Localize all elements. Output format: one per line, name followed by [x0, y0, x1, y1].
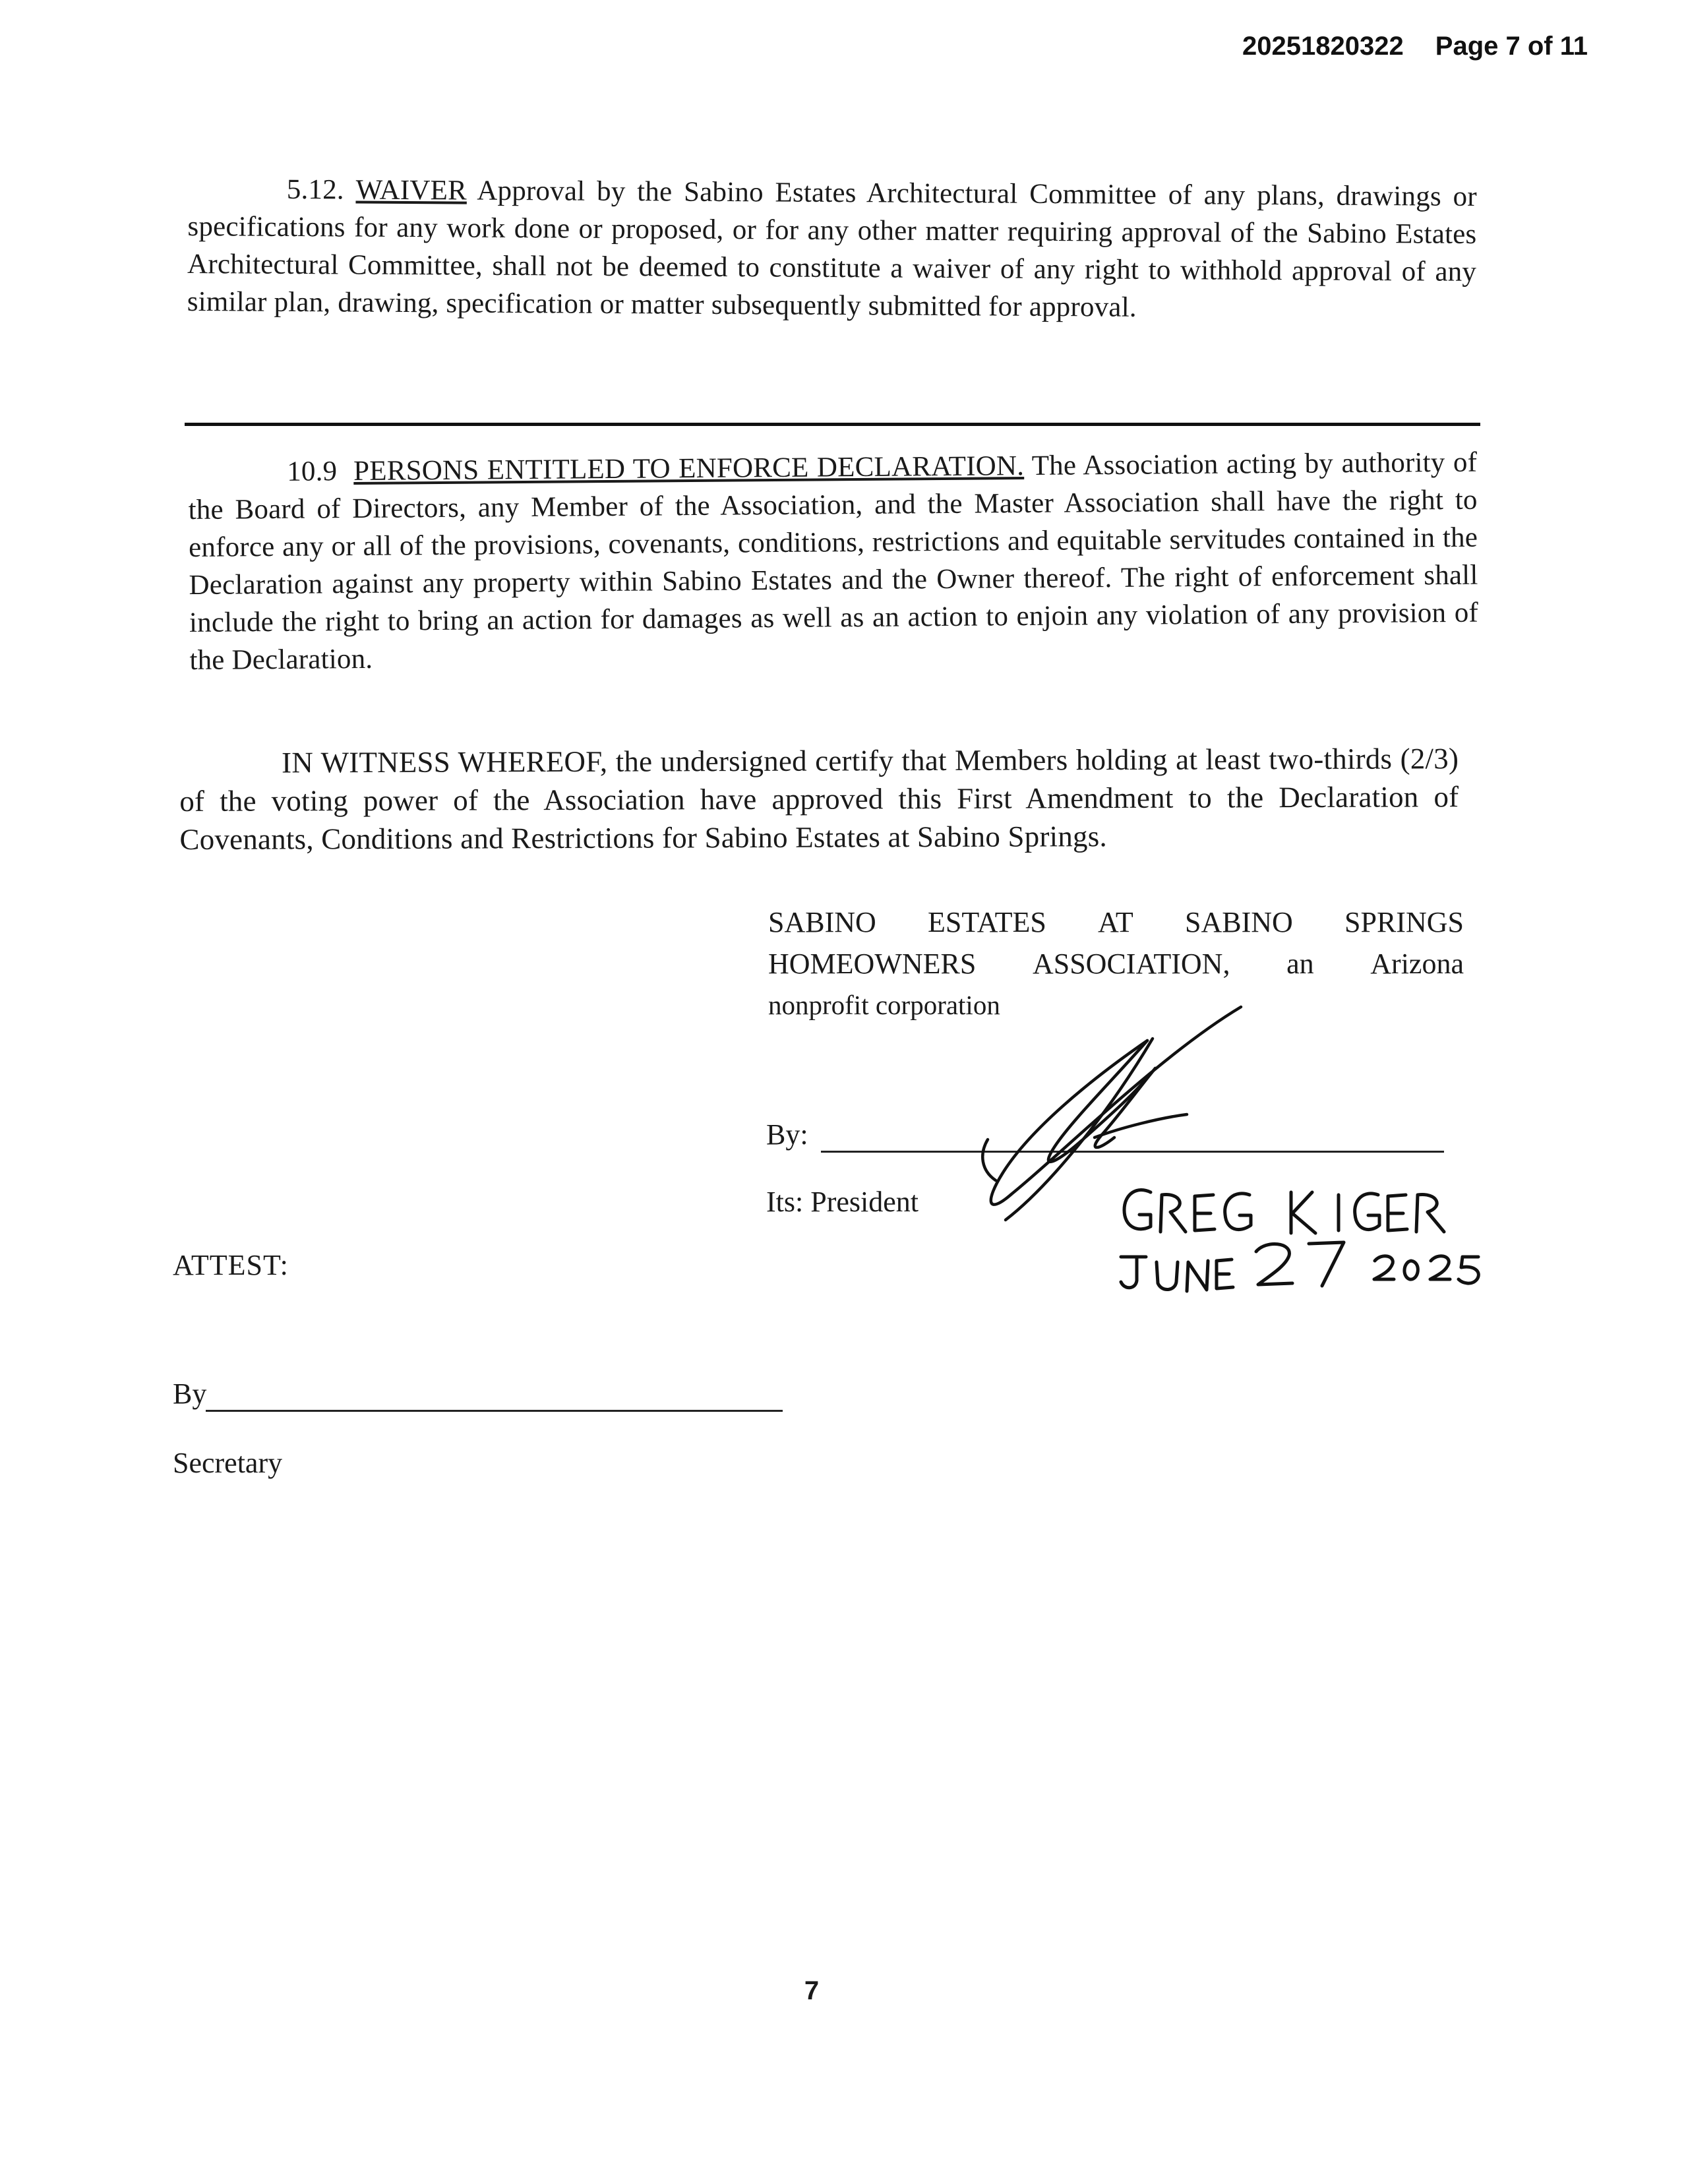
association-line-3: nonprofit corporation — [768, 990, 1000, 1020]
signer-signature-line — [821, 1151, 1444, 1153]
handwritten-date — [1121, 1242, 1478, 1291]
word: SPRINGS — [1344, 906, 1464, 938]
page-indicator: Page 7 of 11 — [1435, 32, 1588, 61]
section-body: The Association acting by authority of the Board of Directors, any Member of the Association, and the Master Association shall have the right to enforce any or all of the provisions, covenants, conditions, restrictions and equitable servitudes contained in the Declaration against any property within Sabino Estates and the Owner thereof. The right of enforcement shall include the right to bring an action for damages as well as an action to enjoin any violation of any provision of the Declaration. — [188, 446, 1479, 676]
secretary-title: Secretary — [173, 1447, 283, 1479]
divider-rule — [185, 423, 1480, 426]
association-name-block — [768, 901, 1464, 1026]
association-line-1 — [768, 901, 1464, 943]
document-number: 20251820322 — [1242, 32, 1404, 61]
witness-paragraph — [179, 739, 1459, 859]
witness-text: IN WITNESS WHEREOF, the undersigned certify that Members holding at least two-thirds (2/3) of the voting power of the Association have approved this First Amendment to the Declaration of Covenants, Conditions and Restrictions for Sabino Estates at Sabino Springs. — [179, 742, 1459, 856]
word: AT — [1098, 906, 1133, 938]
signature-scribble — [982, 1007, 1241, 1220]
secretary-signature-line — [206, 1410, 783, 1412]
section-5-12 — [187, 170, 1477, 328]
word: Arizona — [1370, 948, 1464, 980]
association-line-2 — [768, 943, 1464, 985]
section-heading: PERSONS ENTITLED TO ENFORCE DECLARATION. — [353, 450, 1025, 487]
word: an — [1286, 948, 1314, 980]
section-10-9 — [188, 444, 1479, 679]
word: HOMEOWNERS — [768, 948, 977, 980]
page-header — [1242, 32, 1588, 61]
section-number: 5.12. — [286, 173, 344, 206]
signer-title: Its: President — [766, 1186, 919, 1218]
word: SABINO — [1185, 906, 1293, 938]
section-number: 10.9 — [287, 456, 338, 487]
signer-by-label: By: — [766, 1118, 808, 1151]
handwritten-name — [1124, 1190, 1444, 1233]
section-heading: WAIVER — [355, 174, 467, 206]
secretary-by-label: By — [173, 1378, 207, 1410]
word: ESTATES — [928, 906, 1046, 938]
section-body: Approval by the Sabino Estates Architectural Committee of any plans, drawings or specifications for any work done or proposed, or for any other matter requiring approval of the Sabino Estates Architectural Committee, shall not be deemed to constitute a waiver of any right to withhold approval of any similar plan, drawing, specification or matter subsequently submitted for approval. — [187, 175, 1477, 323]
word: SABINO — [768, 906, 876, 938]
page-number: 7 — [804, 1976, 820, 2005]
word: ASSOCIATION, — [1032, 948, 1230, 980]
attest-label: ATTEST: — [173, 1249, 289, 1281]
